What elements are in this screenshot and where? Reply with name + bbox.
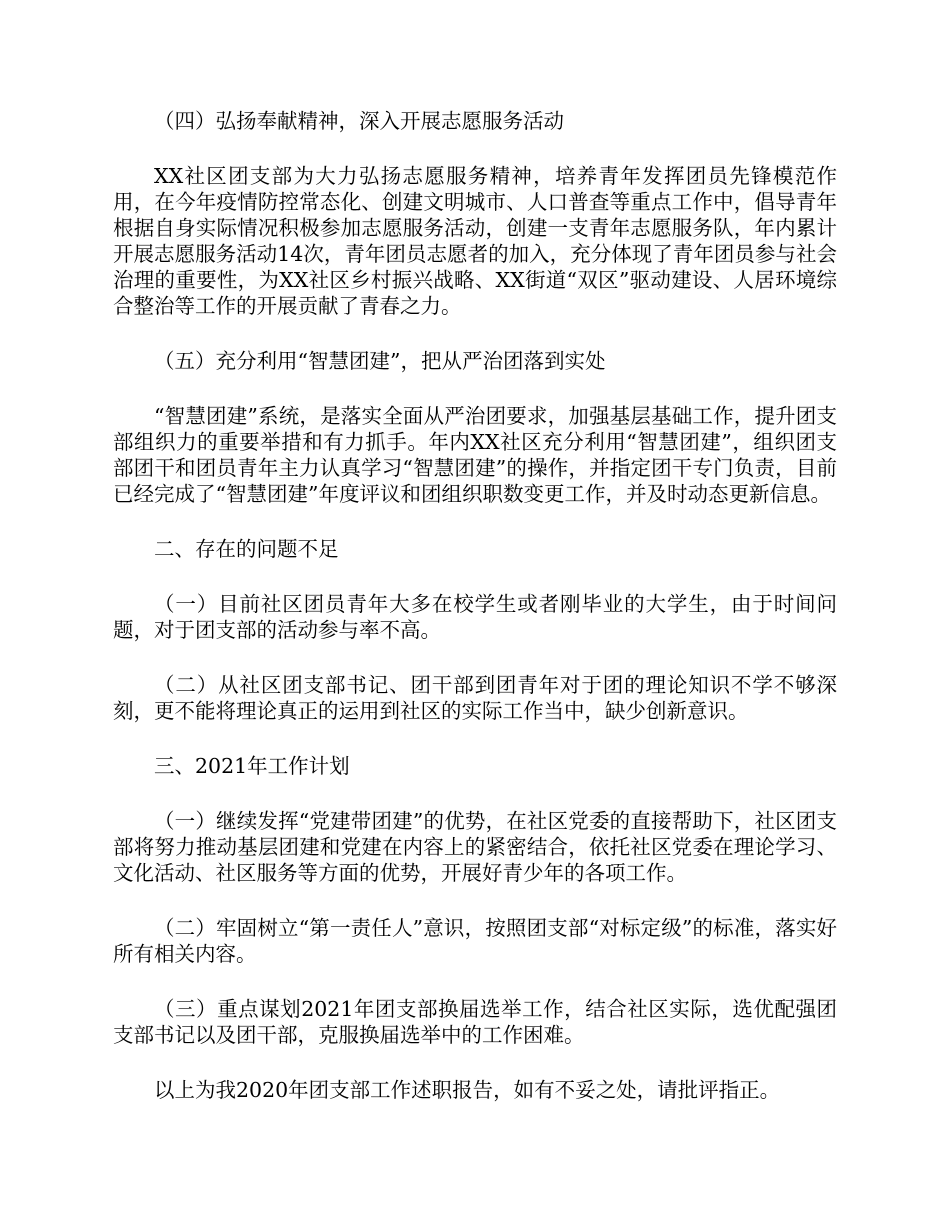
document-page bbox=[113, 108, 837, 1103]
paragraph-volunteer-service: XX社区团支部为大力弘扬志愿服务精神，培养青年发挥团员先锋模范作用，在今年疫情防控常态化、创建文明城市、人口普查等重点工作中，倡导青年根据自身实际情况积极参加志愿服务活动，创建一支青年志愿服务队，年内累计开展志愿服务活动14次，青年团员志愿者的加入，充分体现了青年团员参与社会治理的重要性，为XX社区乡村振兴战略、XX街道“双区”驱动建设、人居环境综合整治等工作的开展贡献了青春之力。 bbox=[113, 164, 837, 318]
section-heading-work-plan: 三、2021年工作计划 bbox=[154, 754, 350, 778]
paragraph-problem-1: （一）目前社区团员青年大多在校学生或者刚毕业的大学生，由于时间问题，对于团支部的活动参与率不高。 bbox=[113, 592, 837, 642]
paragraph-problem-2: （二）从社区团支部书记、团干部到团青年对于团的理论知识不学不够深刻，更不能将理论真正的运用到社区的实际工作当中，缺少创新意识。 bbox=[113, 673, 837, 723]
paragraph-plan-2: （二）牢固树立“第一责任人”意识，按照团支部“对标定级”的标准，落实好所有相关内容。 bbox=[113, 916, 837, 966]
paragraph-plan-3: （三）重点谋划2021年团支部换届选举工作，结合社区实际，选优配强团支部书记以及团干部，克服换届选举中的工作困难。 bbox=[113, 997, 837, 1047]
paragraph-plan-1: （一）继续发挥“党建带团建”的优势，在社区党委的直接帮助下，社区团支部将努力推动基层团建和党建在内容上的紧密结合，依托社区党委在理论学习、文化活动、社区服务等方面的优势，开展好青少年的各项工作。 bbox=[113, 809, 837, 885]
section-heading-smart-league: （五）充分利用“智慧团建”，把从严治团落到实处 bbox=[154, 349, 606, 373]
paragraph-smart-league: “智慧团建”系统，是落实全面从严治团要求，加强基层基础工作，提升团支部组织力的重要举措和有力抓手。年内XX社区充分利用“智慧团建”，组织团支部团干和团员青年主力认真学习“智慧团建”的操作，并指定团干专门负责，目前已经完成了“智慧团建”年度评议和团组织职数变更工作，并及时动态更新信息。 bbox=[113, 404, 837, 506]
section-heading-problems: 二、存在的问题不足 bbox=[154, 537, 339, 561]
section-heading-promote-volunteer: （四）弘扬奉献精神，深入开展志愿服务活动 bbox=[154, 109, 564, 133]
paragraph-closing: 以上为我2020年团支部工作述职报告，如有不妥之处，请批评指正。 bbox=[154, 1078, 781, 1102]
